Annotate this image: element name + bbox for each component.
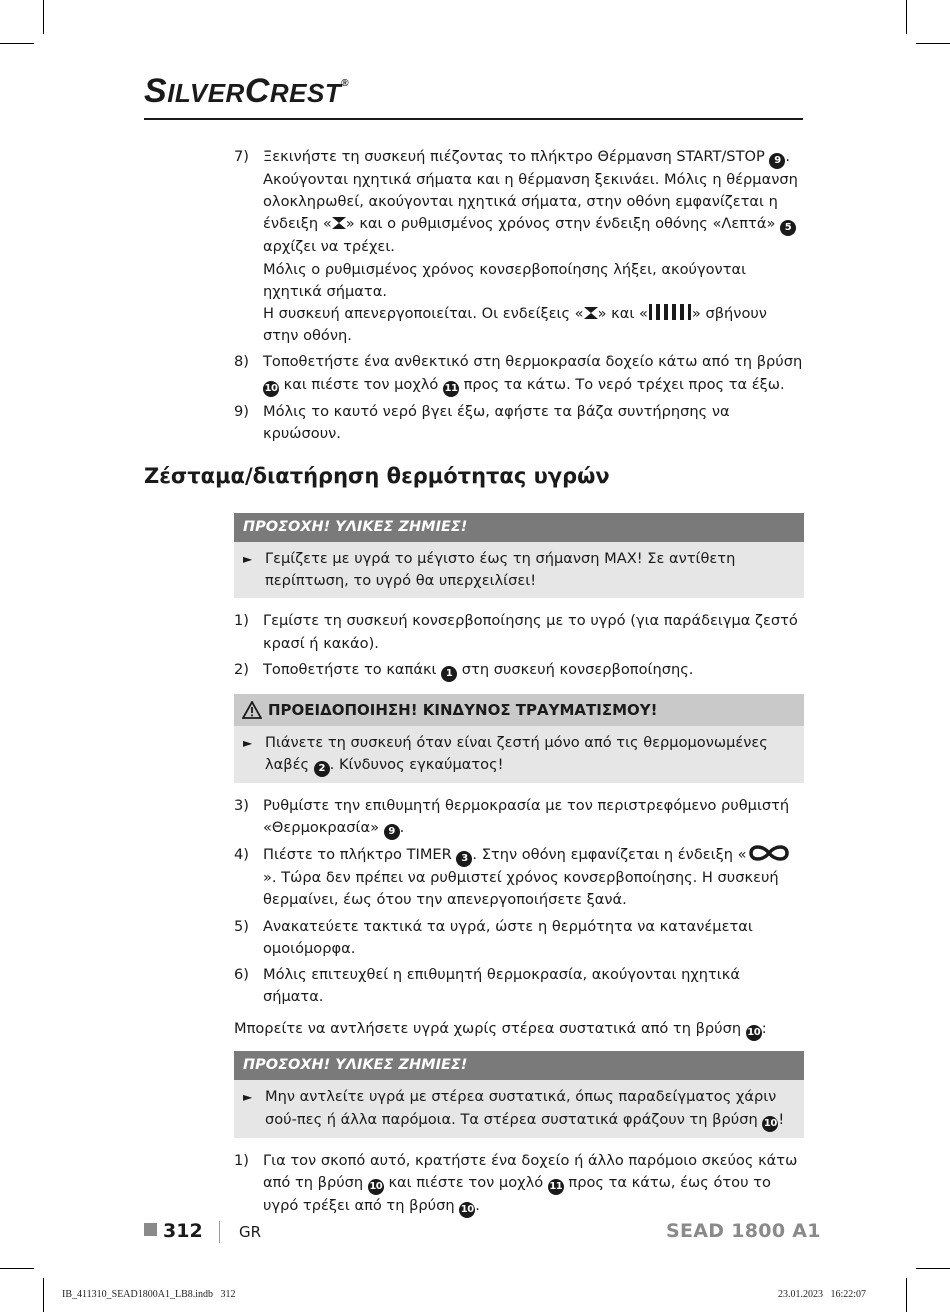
ref-number: 11 (548, 1179, 564, 1195)
ref-number: 10 (762, 1116, 778, 1132)
tap-paragraph: Μπορείτε να αντλήσετε υγρά χωρίς στέρεα συστατικά από τη βρύση 10 : (234, 1018, 804, 1041)
list-item: 2) Τοποθετήστε το καπάκι 1 στη συσκευή κονσερβοποίησης. (234, 659, 804, 682)
page-marker (144, 1223, 157, 1236)
brand-logo: SILVERCREST® (144, 72, 350, 110)
caution-notice: ΠΡΟΣΟΧΗ! ΥΛΙΚΕΣ ΖΗΜΙΕΣ! ► Μην αντλείτε υγρά με στέρεα συστατικά, όπως παραδείγματος χάριν σού-πες ή άλλα παρόμοια. Τα στέρεα συστατικά φράζουν τη βρύση 10 ! (234, 1051, 804, 1137)
bullet-arrow-icon: ► (243, 1090, 253, 1105)
crop-mark (906, 0, 907, 34)
page-number: 312 (163, 1220, 203, 1242)
print-slug-file: IB_411310_SEAD1800A1_LB8.indb 312 (62, 1289, 236, 1300)
list-item: 1) Γεμίστε τη συσκευή κονσερβοποίησης με το υγρό (για παράδειγμα ζεστό κρασί ή κακάο). (234, 612, 798, 652)
list-item: 3) Ρυθμίστε την επιθυμητή θερμοκρασία με τον περιστρεφόμενο ρυθμιστή «Θερμοκρασία» 9 . (234, 795, 804, 840)
crop-mark (0, 1268, 34, 1269)
hourglass-icon (584, 307, 598, 319)
list-item: 1) Για τον σκοπό αυτό, κρατήστε ένα δοχείο ή άλλο παρόμοιο σκεύος κάτω από τη βρύση 10 και πιέστε τον μοχλό 11 προς τα κάτω, έως ότου το υγρό τρέξει από τη βρύση 10 . (234, 1150, 804, 1218)
caution-notice: ΠΡΟΣΟΧΗ! ΥΛΙΚΕΣ ΖΗΜΙΕΣ! ► Γεμίζετε με υγρά το μέγιστο έως τη σήμανση MAX! Σε αντίθετη περίπτωση, το υγρό θα υπερχειλίσει! (234, 513, 804, 598)
crop-mark (916, 43, 950, 44)
print-slug-date: 23.01.2023 16:22:07 (778, 1289, 867, 1300)
crop-mark (906, 1278, 907, 1312)
list-item: 8) Τοποθετήστε ένα ανθεκτικό στη θερμοκρασία δοχείο κάτω από τη βρύση 10 και πιέστε τον μοχλό 11 προς τα κάτω. Το νερό τρέχει προς τα έξω. (234, 351, 804, 396)
ref-number: 10 (368, 1179, 384, 1195)
warning-title: ΠΡΟΕΙΔΟΠΟΙΗΣΗ! ΚΙΝΔΥΝΟΣ ΤΡΑΥΜΑΤΙΣΜΟΥ! (268, 700, 658, 719)
crop-mark (43, 0, 44, 34)
ref-number: 11 (443, 381, 459, 397)
notice-title: ΠΡΟΣΟΧΗ! ΥΛΙΚΕΣ ΖΗΜΙΕΣ! (234, 513, 804, 542)
section-heading: Ζέσταμα/διατήρηση θερμότητας υγρών (144, 464, 610, 488)
ref-number: 10 (459, 1202, 475, 1218)
bullet-arrow-icon: ► (243, 735, 253, 750)
ref-number: 1 (441, 666, 457, 682)
crop-mark (916, 1268, 950, 1269)
hourglass-icon (332, 217, 346, 229)
list-item: 7) Ξεκινήστε τη συσκευή πιέζοντας το πλήκτρο Θέρμανση START/STOP 9 . Ακούγονται ηχητικά σήματα και η θέρμανση ξεκινάει. Μόλις η θέρμανση ολοκληρωθεί, ακούγονται ηχητικά σήματα, στην οθόνη εμφανίζεται η ένδειξη « » και ο ρυθμισμένος χρόνος στην ένδειξη οθόνης «Λεπτά» 5 αρχίζει να τρέχει. Μόλις ο ρυθμισμένος χρόνος κονσερβοποίησης λήξει, ακούγονται ηχητικά σήματα. Η συσκευή απενεργοποιείται. Οι ενδείξεις « » και « » σβήνουν στην οθόνη. (234, 148, 798, 345)
ref-number: 5 (780, 220, 796, 236)
ref-number: 9 (384, 824, 400, 840)
notice-title: ΠΡΟΣΟΧΗ! ΥΛΙΚΕΣ ΖΗΜΙΕΣ! (234, 1051, 804, 1080)
main-content (234, 146, 804, 1222)
progress-bars-icon (648, 304, 692, 320)
crop-mark (0, 43, 34, 44)
footer-divider (219, 1221, 220, 1243)
ref-number: 9 (769, 153, 785, 169)
bullet-arrow-icon: ► (243, 552, 253, 567)
list-item: 9) Μόλις το καυτό νερό βγει έξω, αφήστε τα βάζα συντήρησης να κρυώσουν. (234, 402, 730, 442)
list-item: 6) Μόλις επιτευχθεί η επιθυμητή θερμοκρασία, ακούγονται ηχητικά σήματα. (234, 966, 740, 1006)
list-item: 5) Ανακατεύετε τακτικά τα υγρά, ώστε η θερμότητα να κατανέμεται ομοιόμορφα. (234, 917, 753, 957)
ref-number: 2 (314, 761, 330, 777)
infinity-icon (747, 844, 791, 862)
warning-notice: ΠΡΟΕΙΔΟΠΟΙΗΣΗ! ΚΙΝΔΥΝΟΣ ΤΡΑΥΜΑΤΙΣΜΟΥ! ► Πιάνετε τη συσκευή όταν είναι ζεστή μόνο από τις θερμομονωμένες λαβές 2 . Κίνδυνος εγκαύματος! (234, 694, 804, 783)
header-rule (144, 118, 803, 120)
ref-number: 10 (746, 1025, 762, 1041)
crop-mark (43, 1278, 44, 1312)
model-name: SEAD 1800 A1 (666, 1220, 821, 1242)
list-item: 4) Πιέστε το πλήκτρο TIMER 3 . Στην οθόνη εμφανίζεται η ένδειξη «». Τώρα δεν πρέπει να ρυθμιστεί χρόνος κονσερβοποίησης. Η συσκευή θερμαίνει, έως ότου την απενεργοποιήσετε ξανά. (234, 844, 804, 911)
ref-number: 10 (263, 381, 279, 397)
ref-number: 3 (456, 851, 472, 867)
language-code: GR (239, 1223, 262, 1241)
warning-triangle-icon (242, 701, 262, 719)
